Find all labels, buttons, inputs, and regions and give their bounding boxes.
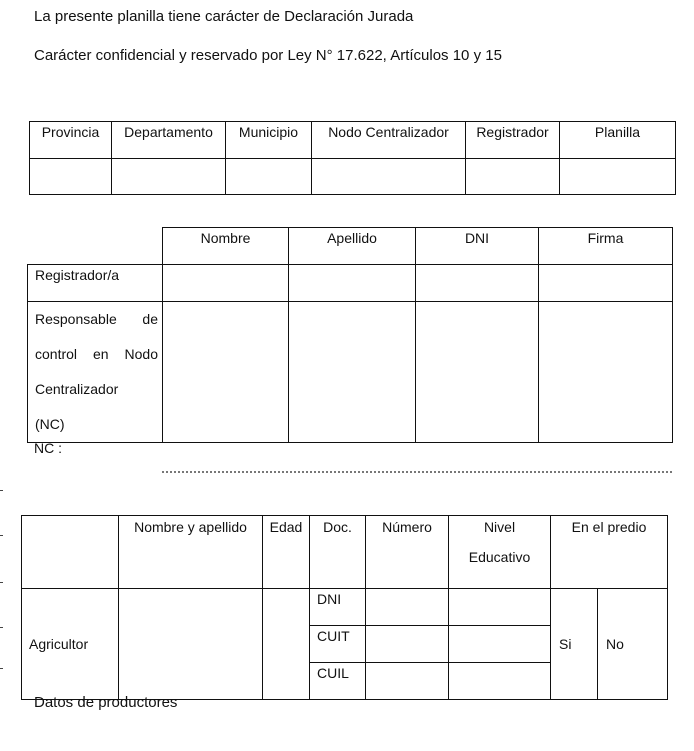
header-apellido: Apellido [289,228,416,265]
header-en-el-predio: En el predio [551,516,668,589]
header-doc: Doc. [310,516,366,589]
registrador-apellido-field[interactable] [289,265,416,302]
cuil-nivel-field [449,663,551,700]
agricultor-edad-field[interactable] [263,589,310,700]
header-provincia: Provincia [30,122,112,159]
provincia-field[interactable] [30,159,112,195]
registrador-nombre-field[interactable] [163,265,289,302]
dni-nivel-field[interactable] [449,589,551,626]
agricultor-nombre-field[interactable] [119,589,263,700]
margin-mark [0,668,3,669]
responsable-apellido-field[interactable] [289,302,416,443]
nc-label: NC : [34,440,62,456]
registrador-dni-field[interactable] [416,265,539,302]
footer-caption: Datos de productores [34,694,178,711]
row-label-responsable [28,302,163,443]
predio-si-option[interactable]: Si [551,589,598,700]
corner-cell [28,228,163,265]
cuit-nivel-field[interactable] [449,626,551,663]
doc-type-cuil: CUIL [310,663,366,700]
header-numero: Número [366,516,449,589]
header-educativo: Educativo [468,549,531,565]
header-planilla: Planilla [560,122,676,159]
margin-mark [0,627,3,628]
header-firma: Firma [539,228,673,265]
cuit-numero-field[interactable] [366,626,449,663]
responsable-line: Responsable de [35,311,158,327]
registrador-field[interactable] [466,159,560,195]
confidentiality-notice: Carácter confidencial y reservado por Ley N° 17.622, Artículos 10 y 15 [34,47,502,64]
responsable-dni-field[interactable] [416,302,539,443]
responsable-nombre-field[interactable] [163,302,289,443]
header-nivel: Nivel [483,519,516,535]
predio-no-option[interactable]: No [598,589,668,700]
registrador-firma-field[interactable] [539,265,673,302]
header-edad: Edad [263,516,310,589]
responsable-firma-field[interactable] [539,302,673,443]
nodo-centralizador-field[interactable] [312,159,466,195]
planilla-field[interactable] [560,159,676,195]
header-nombre: Nombre [163,228,289,265]
row-label-agricultor: Agricultor [22,589,119,700]
cuil-numero-field[interactable] [366,663,449,700]
header-registrador: Registrador [466,122,560,159]
doc-type-cuit: CUIT [310,626,366,663]
responsable-line: (NC) [35,416,65,432]
personnel-table [27,227,673,443]
responsable-line: control en Nodo [35,346,158,362]
margin-mark [0,582,3,583]
location-table [29,121,676,195]
departamento-field[interactable] [112,159,226,195]
header-nodo-centralizador: Nodo Centralizador [312,122,466,159]
municipio-field[interactable] [226,159,312,195]
declaration-notice: La presente planilla tiene carácter de Declaración Jurada [34,8,414,25]
doc-type-dni: DNI [310,589,366,626]
margin-mark [0,490,3,491]
productor-table [21,515,668,700]
header-municipio: Municipio [226,122,312,159]
margin-mark [0,535,3,536]
header-departamento: Departamento [112,122,226,159]
responsable-line: Centralizador [35,381,119,397]
row-label-registrador: Registrador/a [28,265,163,302]
header-dni: DNI [416,228,539,265]
dni-numero-field[interactable] [366,589,449,626]
nc-dotted-line[interactable] [162,471,672,473]
header-nivel-educativo [449,516,551,589]
header-nombre-apellido: Nombre y apellido [119,516,263,589]
corner-cell [22,516,119,589]
